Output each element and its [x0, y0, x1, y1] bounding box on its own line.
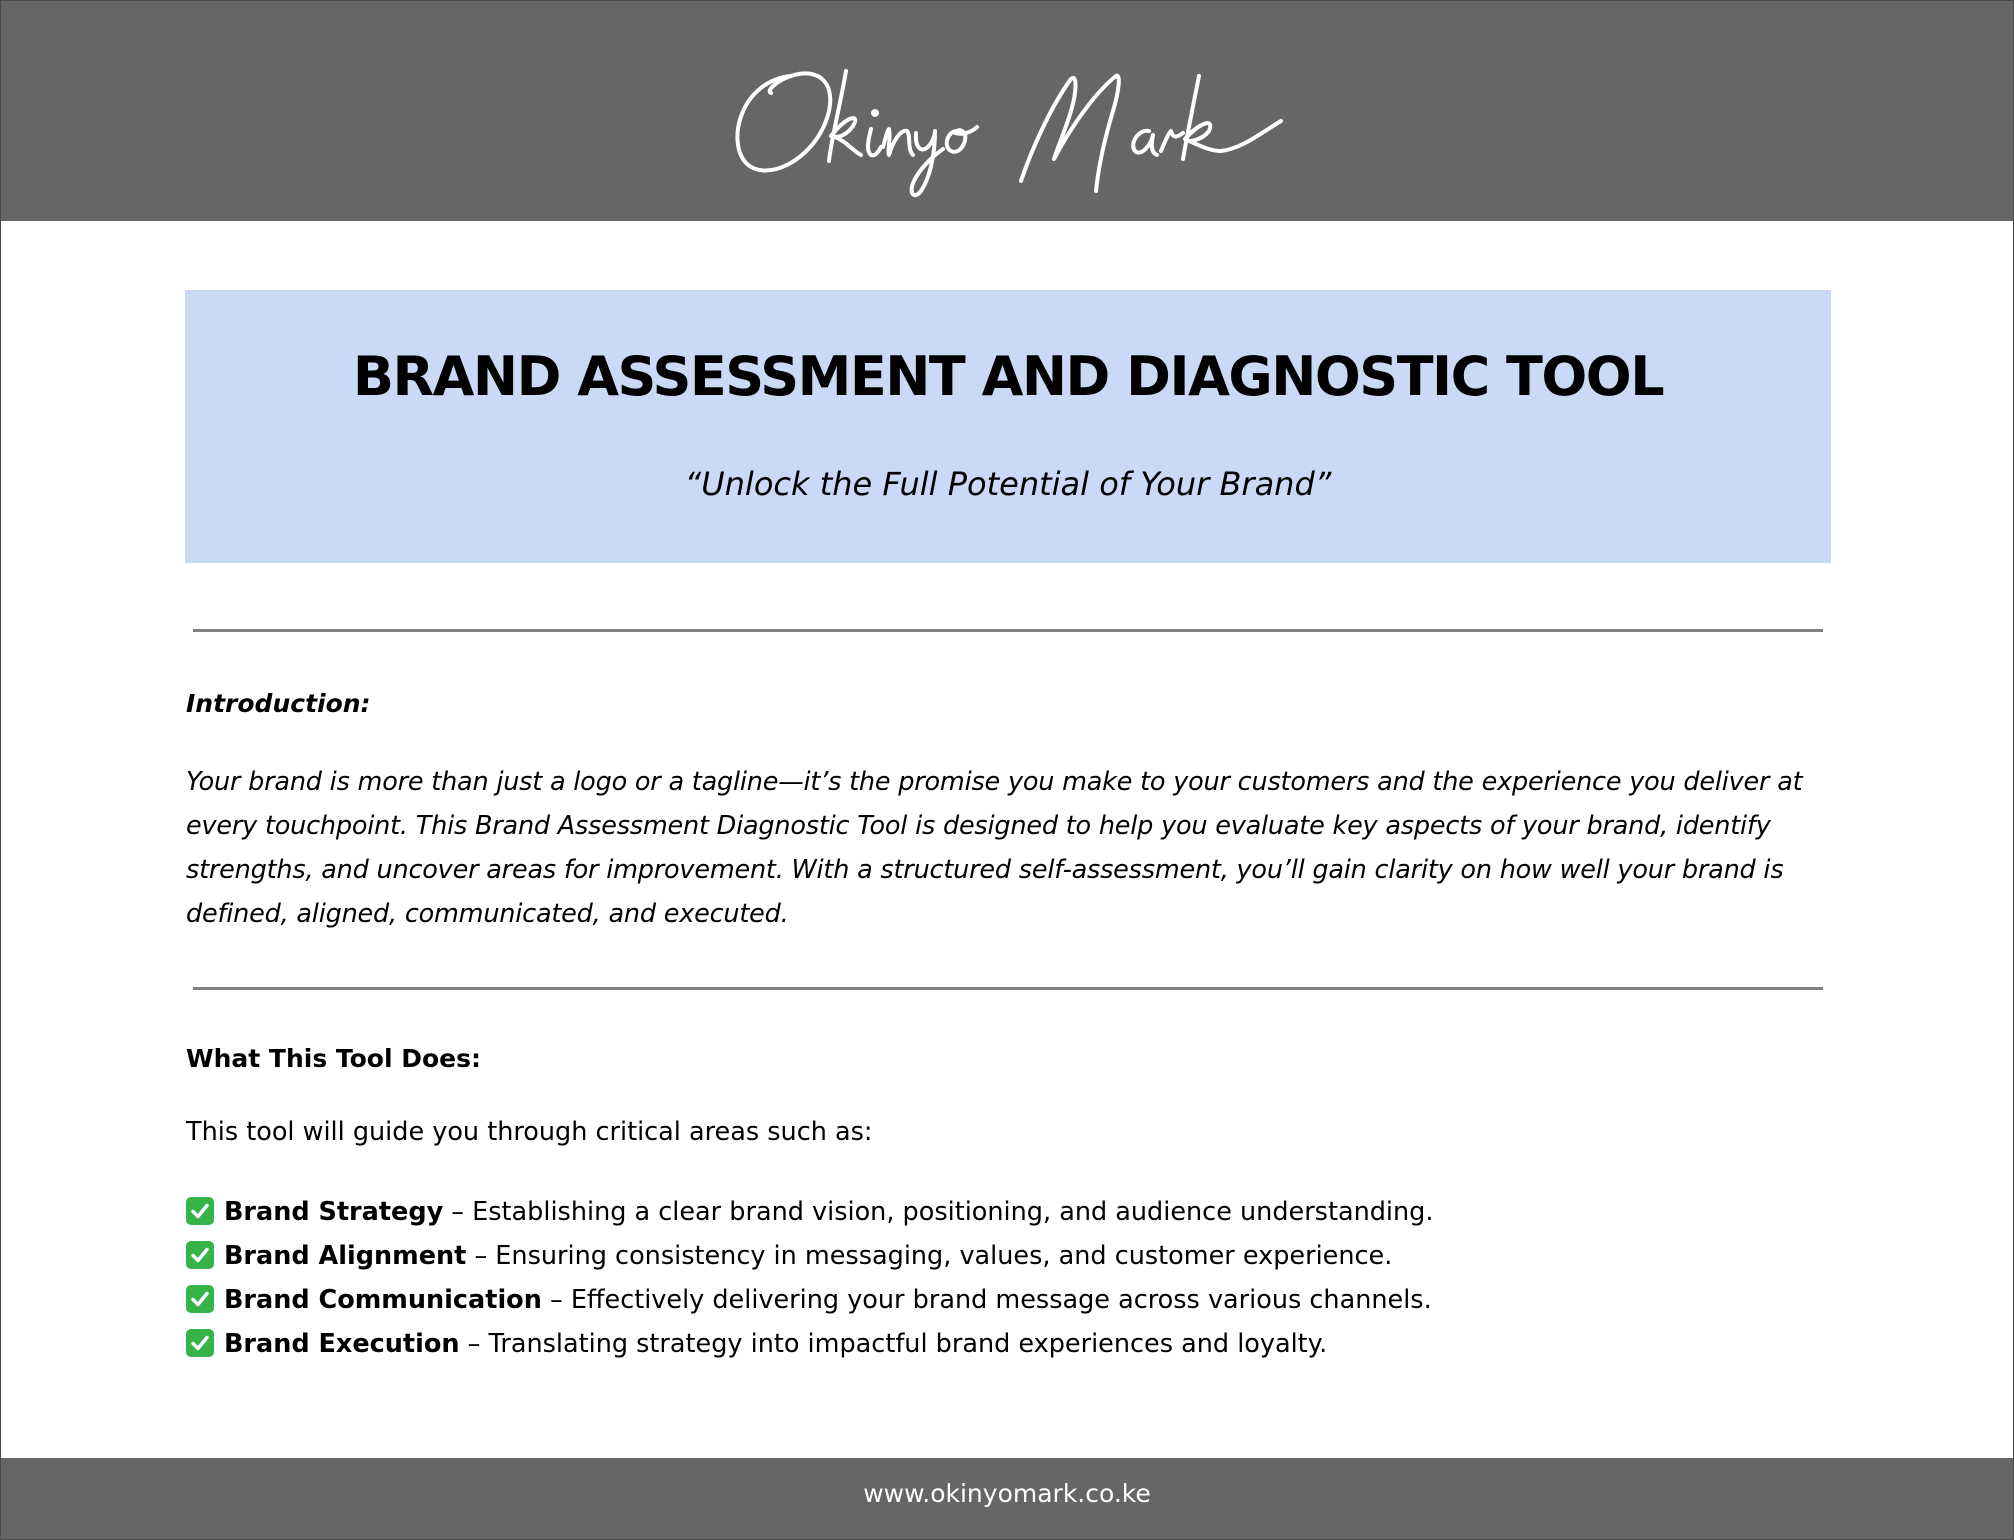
list-item — [186, 1278, 1836, 1322]
footer-band — [1, 1458, 2013, 1539]
introduction-heading: Introduction: — [186, 689, 371, 718]
feature-description: – Translating strategy into impactful brand experiences and loyalty. — [459, 1329, 1328, 1359]
feature-name: Brand Communication — [224, 1285, 542, 1315]
signature-logo — [721, 51, 1311, 201]
header-band — [1, 1, 2013, 221]
introduction-body: Your brand is more than just a logo or a tagline—it’s the promise you make to your customers and the experience you deliver at every touchpoint. This Brand Assessment Diagnostic Tool is designed to help you evaluate key aspects of your brand, identify strengths, and uncover areas for improvement. With a structured self-assessment, you’ll gain clarity on how well your brand is defined, aligned, communicated, and executed. — [186, 767, 1803, 929]
feature-name: Brand Strategy — [224, 1197, 444, 1227]
divider — [193, 629, 1823, 632]
feature-description: – Establishing a clear brand vision, positioning, and audience understanding. — [443, 1197, 1434, 1227]
feature-list — [186, 1190, 1836, 1366]
divider — [193, 987, 1823, 990]
check-icon — [186, 1285, 214, 1313]
list-item — [186, 1190, 1836, 1234]
feature-description: – Ensuring consistency in messaging, values, and customer experience. — [466, 1241, 1393, 1271]
list-item — [186, 1322, 1836, 1366]
check-icon — [186, 1241, 214, 1269]
document-subtitle: “Unlock the Full Potential of Your Brand” — [684, 465, 1332, 503]
check-icon — [186, 1197, 214, 1225]
what-this-tool-does-heading: What This Tool Does: — [186, 1044, 482, 1073]
feature-description: – Effectively delivering your brand message across various channels. — [541, 1285, 1432, 1315]
feature-name: Brand Execution — [224, 1329, 460, 1359]
title-box — [185, 290, 1831, 563]
tool-intro-text: This tool will guide you through critical areas such as: — [186, 1117, 873, 1147]
footer-website-link[interactable]: www.okinyomark.co.ke — [863, 1479, 1151, 1508]
document-title: BRAND ASSESSMENT AND DIAGNOSTIC TOOL — [352, 345, 1664, 408]
feature-name: Brand Alignment — [224, 1241, 467, 1271]
list-item — [186, 1234, 1836, 1278]
check-icon — [186, 1329, 214, 1357]
